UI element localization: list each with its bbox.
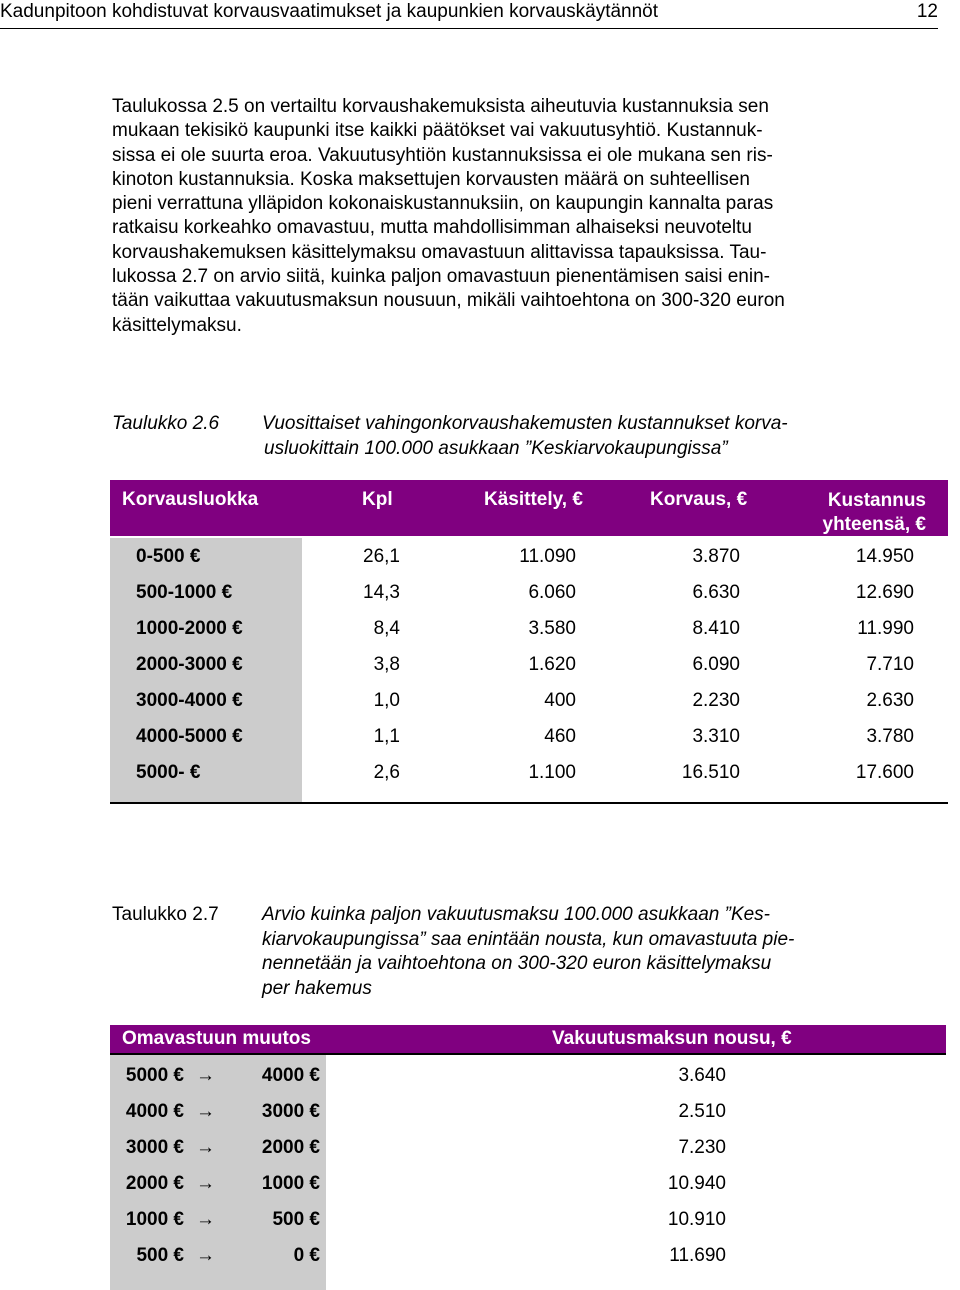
paragraph-line: sissa ei ole suurta eroa. Vakuutusyhtiön kustannuksissa ei ole mukana sen ris- <box>112 144 773 166</box>
cell-class: 4000-5000 € <box>136 726 243 747</box>
cell-value: 2.510 <box>678 1101 726 1122</box>
cell-kpl: 14,3 <box>363 582 400 603</box>
cell-class: 1000-2000 € <box>136 618 243 639</box>
paragraph-line: lukossa 2.7 on arvio siitä, kuinka paljon omavastuun pienentämisen saisi enin- <box>112 266 770 288</box>
cell-class: 3000-4000 € <box>136 690 243 711</box>
cell-korvaus: 16.510 <box>681 762 740 783</box>
paragraph-line: pieni verrattuna ylläpidon kokonaiskustannuksiin, on kaupungin kannalta paras <box>112 193 774 215</box>
cell-class: 0-500 € <box>136 546 201 567</box>
cell-to: 0 € <box>293 1245 320 1266</box>
paragraph-line: käsittelymaksu. <box>112 314 242 336</box>
cell-to: 3000 € <box>261 1101 320 1122</box>
paragraph-line: mukaan tekisikö kaupunki itse kaikki päätökset vai vakuutusyhtiö. Kustannuk- <box>112 120 763 142</box>
cell-korvaus: 3.870 <box>692 546 740 567</box>
header-korvausluokka: Korvausluokka <box>122 489 259 510</box>
cell-from: 3000 € <box>125 1137 184 1158</box>
document-title: Kadunpitoon kohdistuvat korvausvaatimukset ja kaupunkien korvauskäytännöt <box>0 1 659 22</box>
caption-line: Arvio kuinka paljon vakuutusmaksu 100.000 asukkaan ”Kes- <box>262 904 771 925</box>
cell-korvaus: 6.090 <box>692 654 740 675</box>
table-row <box>110 1165 946 1201</box>
cell-kustannus: 7.710 <box>866 654 914 675</box>
cell-kustannus: 2.630 <box>866 690 914 711</box>
cell-value: 11.690 <box>669 1245 726 1266</box>
cell-from: 2000 € <box>125 1173 184 1194</box>
cell-kasittely: 6.060 <box>528 582 576 603</box>
paragraph-line: Taulukossa 2.5 on vertailtu korvaushakemuksista aiheutuvia kustannuksia sen <box>112 96 769 117</box>
table-row <box>110 574 948 610</box>
caption-line: kiarvokaupungissa” saa enintään nousta, kun omavastuuta pie- <box>262 928 795 950</box>
cell-from: 1000 € <box>125 1209 184 1230</box>
cell-kasittely: 11.090 <box>519 546 576 567</box>
header-omavastuun-muutos: Omavastuun muutos <box>122 1028 311 1049</box>
cell-value: 10.910 <box>667 1209 726 1230</box>
arrow-icon: → <box>196 1137 215 1158</box>
cell-kpl: 26,1 <box>363 546 400 567</box>
cell-kpl: 1,0 <box>373 690 400 711</box>
cell-kpl: 1,1 <box>373 726 400 747</box>
cell-korvaus: 3.310 <box>692 726 740 747</box>
cell-kustannus: 11.990 <box>857 618 914 639</box>
table-row <box>110 682 948 718</box>
page-number: 12 <box>916 1 938 22</box>
cell-kasittely: 1.100 <box>528 762 576 783</box>
caption-line: nennetään ja vaihtoehtona on 300-320 euron käsittelymaksu <box>262 953 772 974</box>
cell-korvaus: 2.230 <box>692 690 740 711</box>
caption-line: Vuosittaiset vahingonkorvaushakemusten kustannukset korva- <box>262 413 788 434</box>
cell-to: 500 € <box>272 1209 320 1230</box>
table-2-6 <box>110 480 948 804</box>
cell-from: 500 € <box>136 1245 184 1266</box>
table-row <box>110 1129 946 1165</box>
running-header <box>0 0 938 29</box>
arrow-icon: → <box>196 1173 215 1194</box>
cell-kustannus: 3.780 <box>866 726 914 747</box>
table-body <box>110 538 948 804</box>
table-row <box>110 754 948 790</box>
header-vakuutusmaksun-nousu: Vakuutusmaksun nousu, € <box>552 1028 792 1049</box>
cell-kustannus: 12.690 <box>855 582 914 603</box>
arrow-icon: → <box>196 1101 215 1122</box>
cell-from: 4000 € <box>125 1101 184 1122</box>
header-korvaus: Korvaus, € <box>650 489 748 510</box>
table-body <box>110 1055 946 1290</box>
table-header <box>110 1025 946 1055</box>
cell-to: 1000 € <box>261 1173 320 1194</box>
cell-kpl: 2,6 <box>373 762 400 783</box>
caption-line: usluokittain 100.000 asukkaan ”Keskiarvokaupungissa” <box>264 437 728 459</box>
cell-from: 5000 € <box>125 1065 184 1086</box>
cell-kpl: 8,4 <box>373 618 400 639</box>
header-kasittely: Käsittely, € <box>484 489 583 510</box>
table-row <box>110 718 948 754</box>
cell-kasittely: 1.620 <box>528 654 576 675</box>
table-row <box>110 646 948 682</box>
paragraph-line: korvaushakemuksen käsittelymaksu omavastuun alittavissa tapauksissa. Tau- <box>112 241 767 263</box>
cell-value: 10.940 <box>667 1173 726 1194</box>
cell-kasittely: 3.580 <box>528 618 576 639</box>
cell-kpl: 3,8 <box>373 654 400 675</box>
paragraph-line: kinoton kustannuksia. Koska maksettujen korvausten määrä on suhteellisen <box>112 168 750 190</box>
caption-text <box>262 903 794 1001</box>
paragraph-line: tään vaikuttaa vakuutusmaksun nousuun, mikäli vaihtoehtona on 300-320 euron <box>112 290 785 312</box>
caption-text <box>262 412 788 461</box>
arrow-icon: → <box>196 1065 215 1086</box>
arrow-icon: → <box>196 1245 215 1266</box>
cell-korvaus: 6.630 <box>692 582 740 603</box>
cell-class: 5000- € <box>136 762 201 783</box>
cell-value: 3.640 <box>678 1065 726 1086</box>
table-row <box>110 1237 946 1273</box>
cell-to: 2000 € <box>261 1137 320 1158</box>
cell-kustannus: 17.600 <box>855 762 914 783</box>
paragraph-line: ratkaisu korkeahko omavastuu, mutta mahdollisimman alhaiseksi neuvoteltu <box>112 217 752 239</box>
cell-kasittely: 400 <box>544 690 576 711</box>
table-row <box>110 1057 946 1093</box>
table-2-7 <box>110 1025 946 1290</box>
table-row <box>110 538 948 574</box>
table-row <box>110 1093 946 1129</box>
caption-label: Taulukko 2.6 <box>112 413 220 434</box>
cell-class: 2000-3000 € <box>136 654 243 675</box>
table-row <box>110 610 948 646</box>
table-header <box>110 480 948 536</box>
table-row <box>110 1201 946 1237</box>
cell-kustannus: 14.950 <box>855 546 914 567</box>
cell-class: 500-1000 € <box>136 582 233 603</box>
body-paragraph <box>112 95 872 338</box>
caption-label: Taulukko 2.7 <box>112 904 219 925</box>
cell-kasittely: 460 <box>544 726 576 747</box>
header-kpl: Kpl <box>362 489 393 510</box>
cell-korvaus: 8.410 <box>692 618 740 639</box>
caption-line: per hakemus <box>262 977 372 999</box>
arrow-icon: → <box>196 1209 215 1230</box>
header-kustannus-yhteensa: Kustannus yhteensä, € <box>822 490 926 535</box>
cell-value: 7.230 <box>678 1137 726 1158</box>
cell-to: 4000 € <box>261 1065 320 1086</box>
